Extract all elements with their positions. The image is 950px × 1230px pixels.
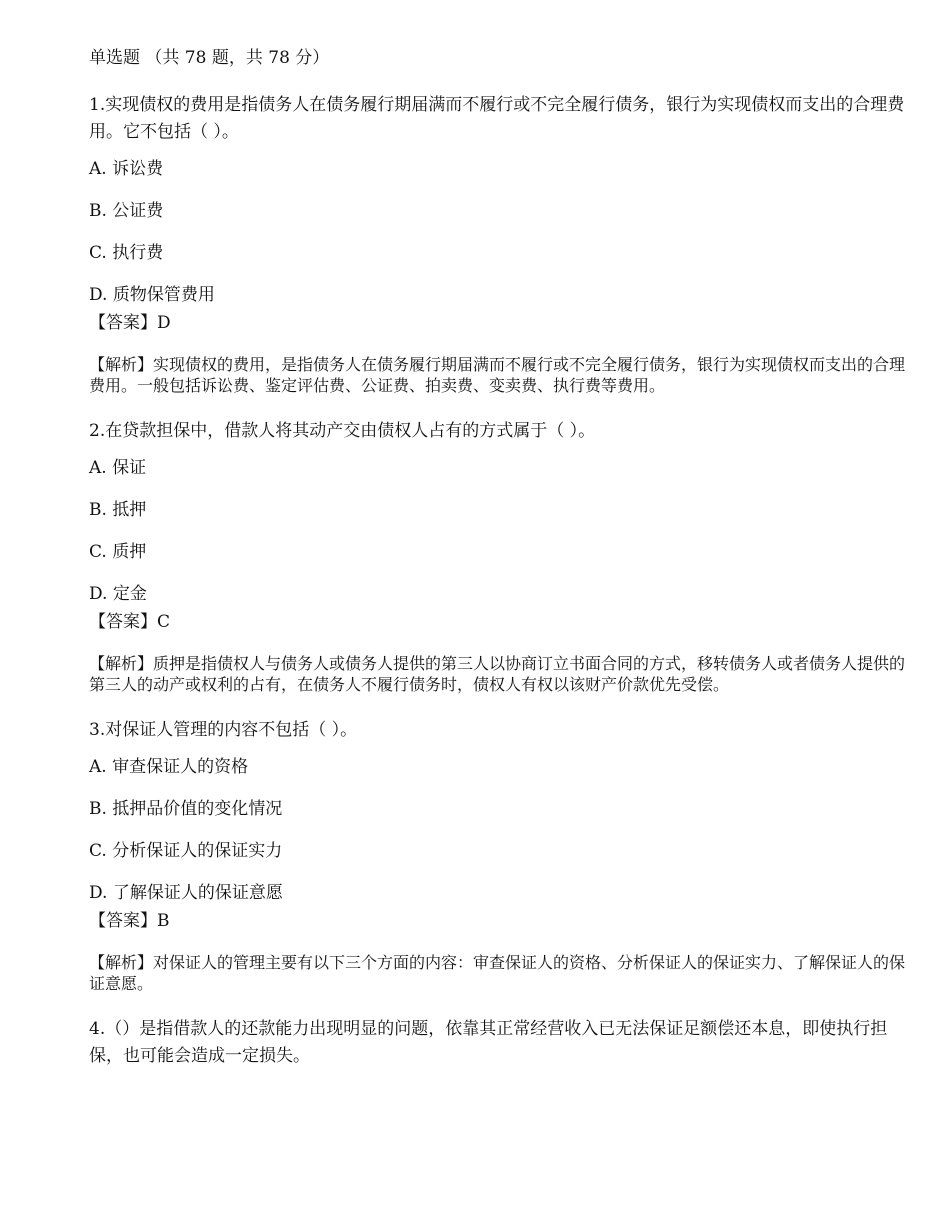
option-c: C. 质押 xyxy=(89,542,147,562)
option-d: D. 了解保证人的保证意愿 xyxy=(89,883,283,903)
document-page xyxy=(89,46,907,1081)
answer: 【答案】D xyxy=(89,313,171,333)
question-2 xyxy=(89,418,907,695)
answer: 【答案】C xyxy=(89,612,171,632)
question-stem: 1.实现债权的费用是指债务人在债务履行期届满而不履行或不完全履行债务，银行为实现债权而支出的合理费用。它不包括（ ）。 xyxy=(89,95,905,142)
question-stem: 3.对保证人管理的内容不包括（ ）。 xyxy=(89,720,358,740)
option-d: D. 定金 xyxy=(89,584,147,604)
option-b: B. 抵押品价值的变化情况 xyxy=(89,799,283,819)
option-b: B. 公证费 xyxy=(89,201,164,221)
option-c: C. 分析保证人的保证实力 xyxy=(89,841,283,861)
option-a: A. 保证 xyxy=(89,458,147,478)
option-a: A. 审查保证人的资格 xyxy=(89,757,249,777)
analysis: 【解析】质押是指债权人与债务人或债务人提供的第三人以协商订立书面合同的方式，移转债务人或者债务人提供的第三人的动产或权利的占有，在债务人不履行债务时，债权人有权以该财产价款优先受偿。 xyxy=(89,654,906,694)
question-4 xyxy=(89,1016,907,1070)
option-a: A. 诉讼费 xyxy=(89,159,164,179)
analysis: 【解析】实现债权的费用，是指债务人在债务履行期届满而不履行或不完全履行债务，银行为实现债权而支出的合理费用。一般包括诉讼费、鉴定评估费、公证费、拍卖费、变卖费、执行费等费用。 xyxy=(89,355,906,395)
option-c: C. 执行费 xyxy=(89,243,164,263)
option-b: B. 抵押 xyxy=(89,500,147,520)
answer: 【答案】B xyxy=(89,911,170,931)
option-d: D. 质物保管费用 xyxy=(89,285,215,305)
question-3 xyxy=(89,717,907,994)
question-stem: 2.在贷款担保中，借款人将其动产交由债权人占有的方式属于（ ）。 xyxy=(89,421,596,441)
question-stem: 4.（）是指借款人的还款能力出现明显的问题，依靠其正常经营收入已无法保证足额偿还本息，即使执行担保，也可能会造成一定损失。 xyxy=(89,1019,888,1066)
analysis: 【解析】对保证人的管理主要有以下三个方面的内容：审查保证人的资格、分析保证人的保证实力、了解保证人的保证意愿。 xyxy=(89,953,906,993)
section-title: 单选题 （共 78 题，共 78 分） xyxy=(89,48,330,68)
question-1 xyxy=(89,92,907,396)
